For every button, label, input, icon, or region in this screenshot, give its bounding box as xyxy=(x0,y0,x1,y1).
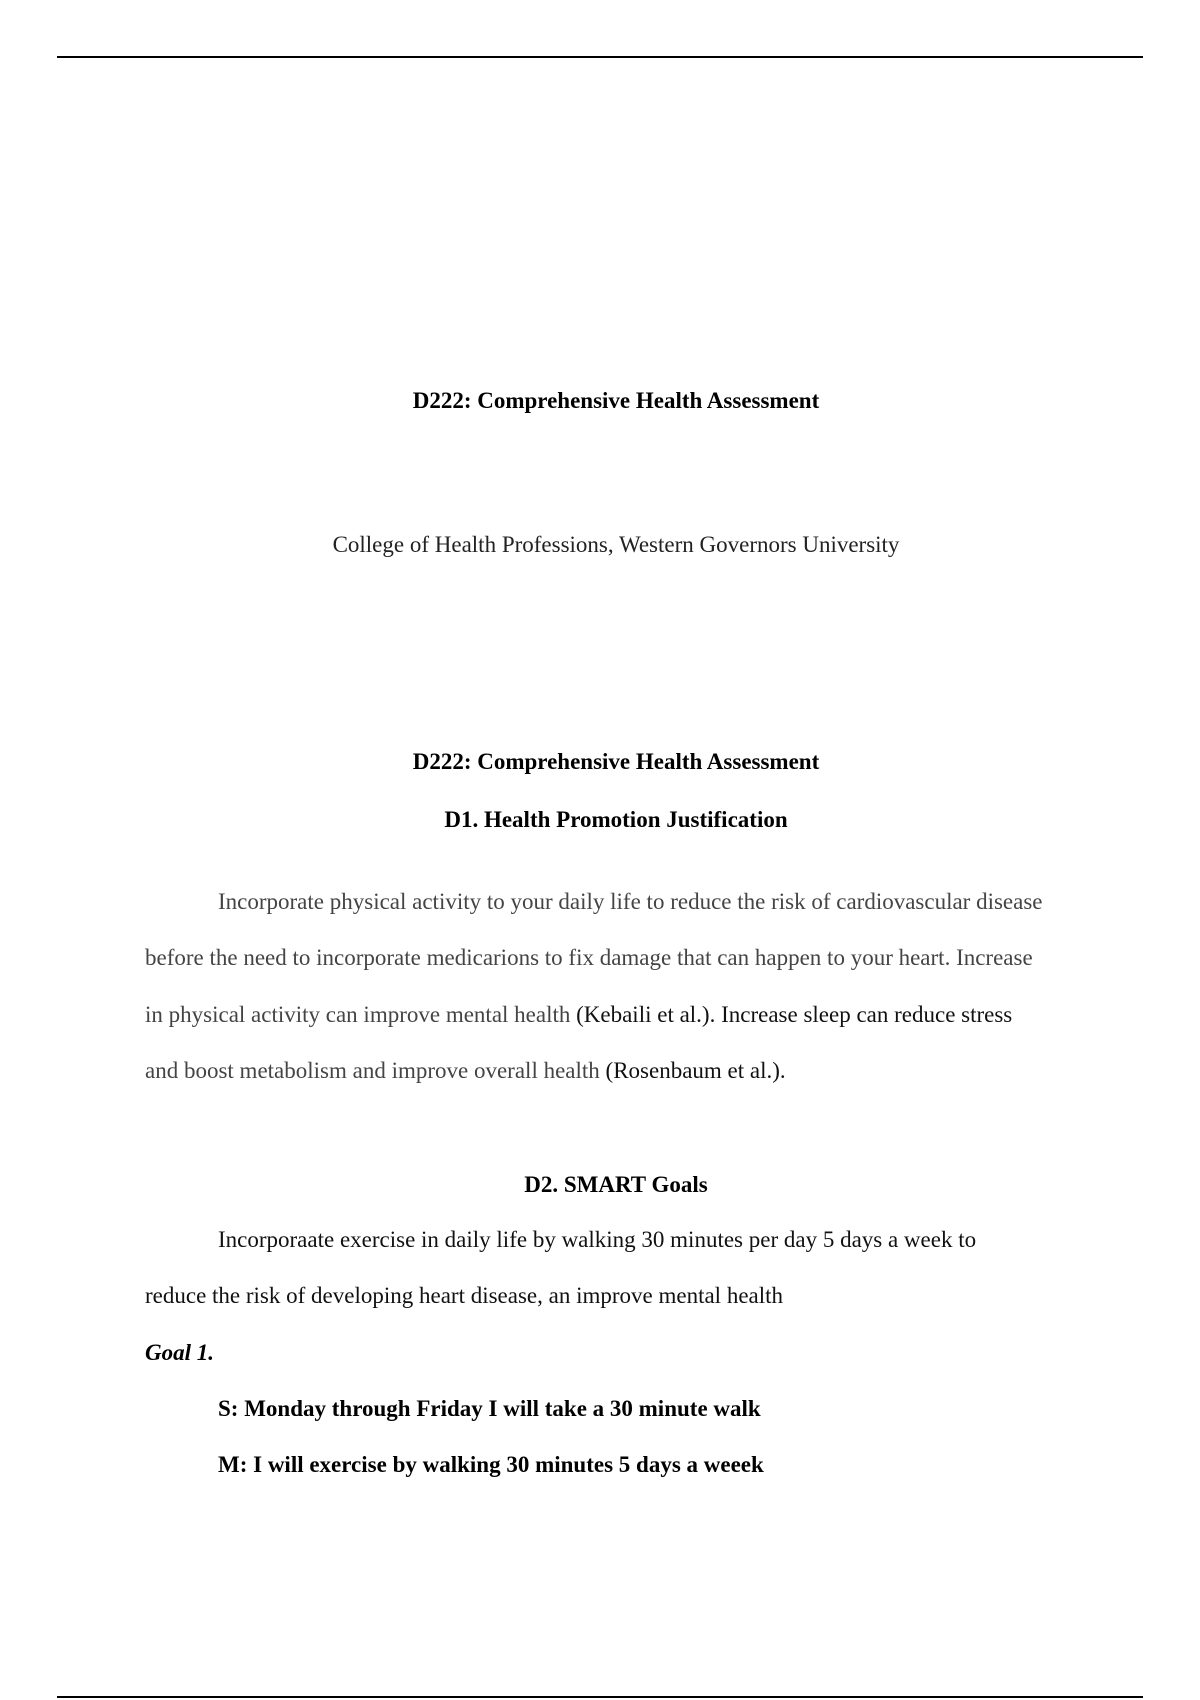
d1-line-1: Incorporate physical activity to your daily life to reduce the risk of cardiovascular disease xyxy=(218,889,1043,914)
smart-item-m: M: I will exercise by walking 30 minutes 5 days a weeek xyxy=(218,1452,764,1477)
body-title: D222: Comprehensive Health Assessment xyxy=(412,749,820,774)
footer-rule xyxy=(57,1696,1143,1698)
cover-institution: College of Health Professions, Western Governors University xyxy=(332,532,900,557)
header-rule xyxy=(57,56,1143,58)
cover-title: D222: Comprehensive Health Assessment xyxy=(412,388,820,413)
d1-line-2: before the need to incorporate medicarions to fix damage that can happen to your heart. Increase xyxy=(145,945,1033,970)
d1-line-3 xyxy=(145,1001,1012,1029)
section-d2-heading: D2. SMART Goals xyxy=(524,1172,708,1197)
citation-kebaili: (Kebaili et al.). Increase sleep can reduce stress xyxy=(576,1002,1013,1027)
d2-line-2: reduce the risk of developing heart disease, an improve mental health xyxy=(145,1283,784,1308)
d1-line-4 xyxy=(145,1057,786,1085)
d1-line-4-text: and boost metabolism and improve overall health xyxy=(145,1058,600,1083)
section-d1-heading: D1. Health Promotion Justification xyxy=(444,807,788,832)
d1-line-3-text: in physical activity can improve mental health xyxy=(145,1002,571,1027)
citation-rosenbaum: (Rosenbaum et al.). xyxy=(605,1058,786,1083)
d2-line-1: Incorporaate exercise in daily life by walking 30 minutes per day 5 days a week to xyxy=(218,1227,977,1252)
smart-item-s: S: Monday through Friday I will take a 30 minute walk xyxy=(218,1396,761,1421)
goal-1-label: Goal 1. xyxy=(145,1340,214,1365)
